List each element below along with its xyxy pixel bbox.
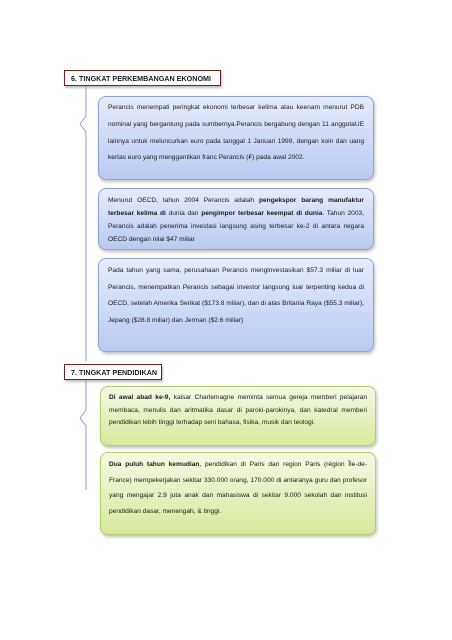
section-6-bracket xyxy=(80,86,100,366)
economy-ranking-text: Perancis menempati peringkat ekonomi terbesar kelima atau keenam menurut PDB nominal yang bergantung pada sumbernya.Perancis bergabung dengan 11 anggotaUE lainnya untuk meluncurkan euro pada tanggal 1 Januari 1999, dengan koin dan uang kertas euro yang menggantikan franc Perancis (₣) pada awal 2002. xyxy=(108,104,364,162)
section-7-bracket xyxy=(80,380,102,540)
section-7-heading: 7. TINGKAT PENDIDIKAN xyxy=(64,364,162,380)
economy-box-investment xyxy=(98,258,374,352)
oecd-text-3: . Tahun 2003, Perancis adalah penerima investasi langsung asing terbesar ke-2 di antara negara OECD dengan nilai $47 miliar xyxy=(108,210,365,243)
charlemagne-text: kaisar Charlemagne meminta semua gereja memberi pelajaran membaca, menulis dan aritmatika dasar di paroki-parokinya, dan katedral memberi pendidikan lebih tinggi terhadap seni bahasa, fisika, musik dan teologi. xyxy=(109,394,367,427)
oecd-text-1: Menurut OECD, tahun 2004 Perancis adalah xyxy=(108,197,259,204)
investment-text: Pada tahun yang sama, perusahaan Perancis menginvestasikan $57.3 miliar di luar Perancis, menempatkan Perancis sebagai investor langsung luar terpenting kedua di OECD, setelah Amerika Serikat ($173.8 miliar), dan di atas Britania Raya ($55.3 miliar), Jepang ($28.8 miliar) dan Jerman ($2.6 miliar) xyxy=(108,267,364,324)
education-box-paris xyxy=(100,452,376,535)
education-box-charlemagne xyxy=(100,386,376,446)
oecd-text-2: dunia dan xyxy=(165,210,202,217)
section-6-heading: 6. TINGKAT PERKEMBANGAN EKONOMI xyxy=(64,70,221,86)
oecd-bold-2: pengimpor terbesar keempat di dunia xyxy=(201,210,323,217)
oecd-bold-1: pengekspor barang manufaktur terbesar kelima di xyxy=(108,197,364,217)
economy-box-oecd xyxy=(98,188,374,250)
economy-box-ranking xyxy=(98,96,374,180)
paris-bold: Dua puluh tahun kemudian xyxy=(109,461,200,468)
paris-text: , pendidikan di Paris dan region Paris (région Île-de-France) mempekerjakan sekitar 330.000 orang, 170.000 di antaranya guru dan profesor yang mengajar 2.9 juta anak dan mahasiswa di sekitar 9.000 sekolah dan institusi pendidikan dasar, menengah, & tinggi. xyxy=(109,461,367,515)
charlemagne-bold: Di awal abad ke-9, xyxy=(109,394,171,401)
